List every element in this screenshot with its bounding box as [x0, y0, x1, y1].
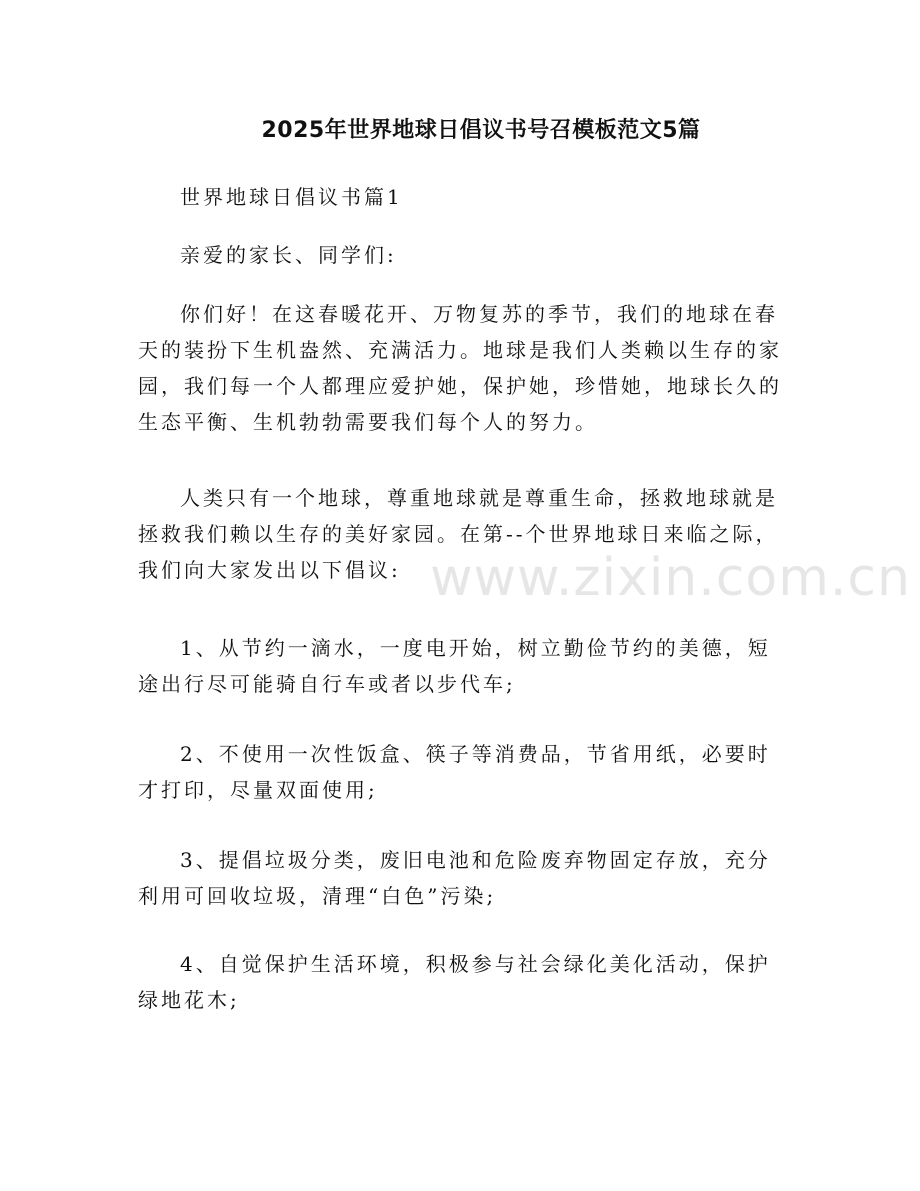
- proposal-item-3: 3、提倡垃圾分类，废旧电池和危险废弃物固定存放，充分利用可回收垃圾，清理“白色”污染;: [138, 848, 771, 908]
- paragraph-intro: 人类只有一个地球，尊重地球就是尊重生命，拯救地球就是拯救我们赖以生存的美好家园。在第--个世界地球日来临之际，我们向大家发出以下倡议:: [138, 486, 779, 582]
- watermark: www.zixin.com.cn: [430, 548, 911, 608]
- proposal-item-4: 4、自觉保护生活环境，积极参与社会绿化美化活动，保护绿地花木;: [138, 952, 771, 1012]
- section-heading: 世界地球日倡议书篇1: [180, 185, 403, 209]
- proposal-item-2: 2、不使用一次性饭盒、筷子等消费品，节省用纸，必要时才打印，尽量双面使用;: [138, 742, 771, 802]
- document-title: 2025年世界地球日倡议书号召模板范文5篇: [261, 118, 701, 143]
- proposal-item-1: 1、从节约一滴水，一度电开始，树立勤俭节约的美德，短途出行尽可能骑自行车或者以步代车;: [138, 636, 771, 696]
- paragraph-greeting: 你们好！在这春暖花开、万物复苏的季节，我们的地球在春天的装扮下生机盎然、充满活力。地球是我们人类赖以生存的家园，我们每一个人都理应爱护她，保护她，珍惜她，地球长久的生态平衡、生机勃勃需要我们每个人的努力。: [138, 302, 782, 434]
- salutation: 亲爱的家长、同学们:: [180, 243, 397, 267]
